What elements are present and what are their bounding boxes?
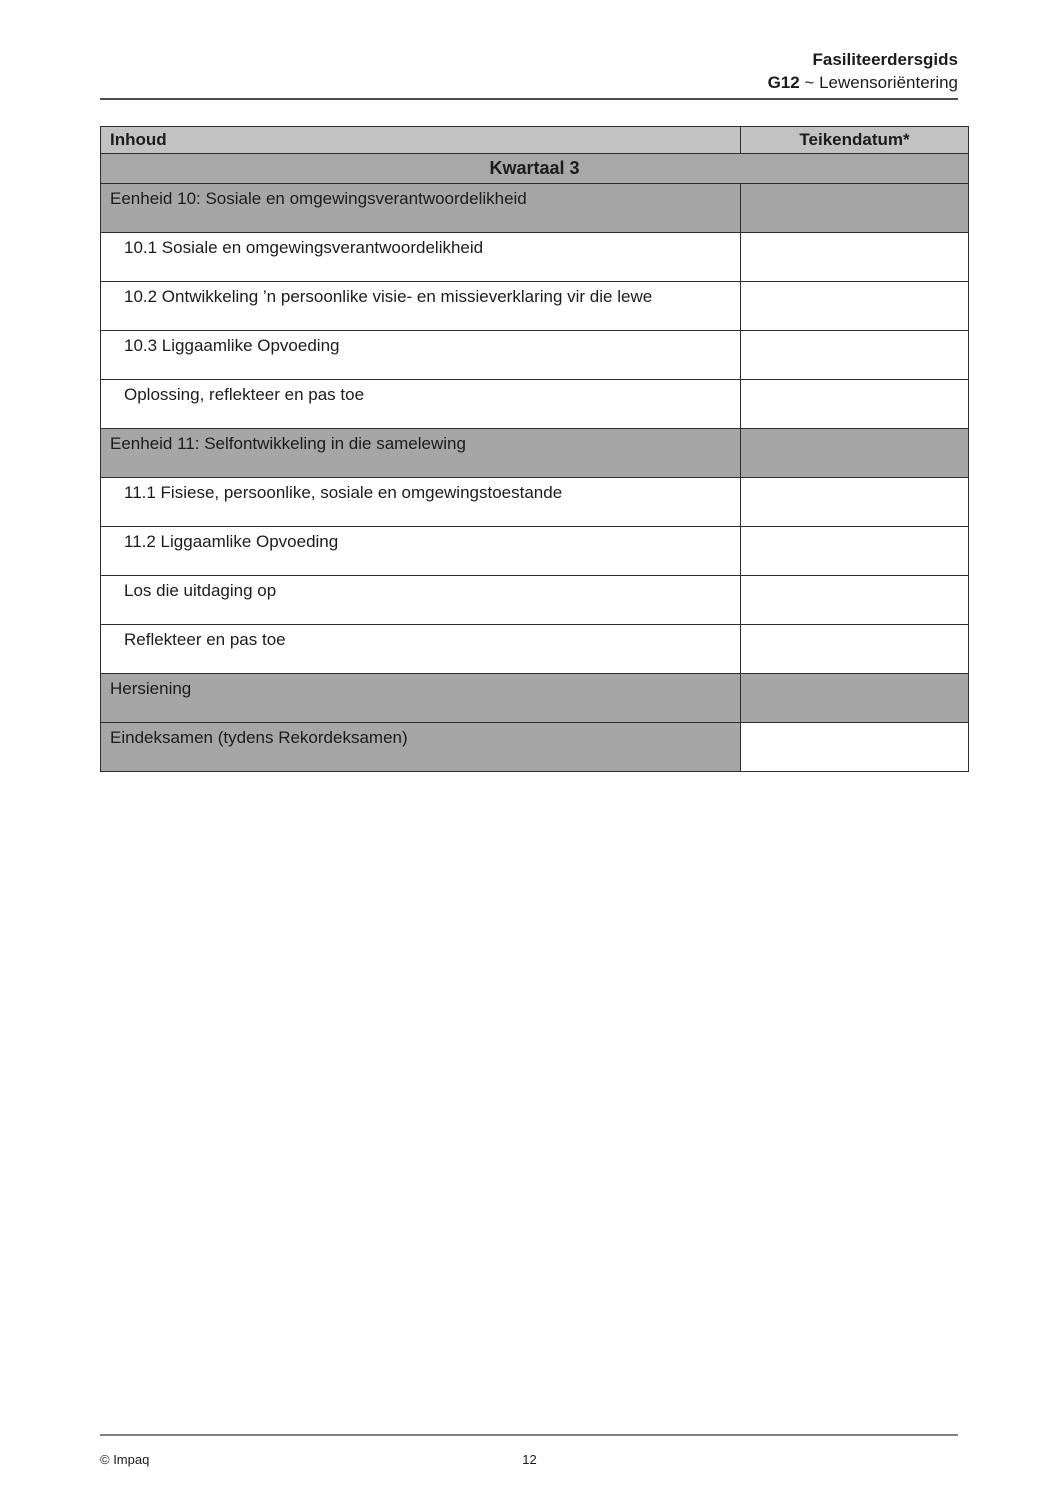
footer-page-number: 12 [522, 1452, 537, 1467]
content-cell: 11.2 Liggaamlike Opvoeding [101, 527, 741, 576]
content-cell: Reflekteer en pas toe [101, 625, 741, 674]
grade-label: G12 [767, 73, 800, 92]
date-cell [741, 429, 969, 478]
date-cell [741, 527, 969, 576]
content-cell: Eindeksamen (tydens Rekordeksamen) [101, 723, 741, 772]
header-rule [100, 98, 958, 100]
subject-separator: ~ [799, 73, 820, 92]
table-header-row [101, 127, 969, 154]
quarter-banner: Kwartaal 3 [101, 154, 969, 184]
table-row [101, 233, 969, 282]
content-cell: 11.1 Fisiese, persoonlike, sosiale en omgewingstoestande [101, 478, 741, 527]
date-cell [741, 282, 969, 331]
date-cell [741, 380, 969, 429]
content-table [100, 126, 969, 772]
table-row [101, 184, 969, 233]
footer-rule [100, 1434, 958, 1436]
content-cell: 10.2 Ontwikkeling ’n persoonlike visie- en missieverklaring vir die lewe [101, 282, 741, 331]
content-cell: Eenheid 10: Sosiale en omgewingsverantwoordelikheid [101, 184, 741, 233]
date-cell [741, 723, 969, 772]
subject-label: Lewensoriëntering [819, 73, 958, 92]
table-row [101, 380, 969, 429]
document-title: Fasiliteerdersgids [812, 50, 958, 69]
document-subtitle [768, 71, 958, 94]
table-row [101, 429, 969, 478]
content-cell: 10.3 Liggaamlike Opvoeding [101, 331, 741, 380]
table-row [101, 723, 969, 772]
content-cell: Los die uitdaging op [101, 576, 741, 625]
table-row [101, 478, 969, 527]
content-cell: Eenheid 11: Selfontwikkeling in die samelewing [101, 429, 741, 478]
column-header-inhoud: Inhoud [101, 127, 741, 154]
content-cell: Oplossing, reflekteer en pas toe [101, 380, 741, 429]
quarter-banner-row [101, 154, 969, 184]
date-cell [741, 674, 969, 723]
content-cell: 10.1 Sosiale en omgewingsverantwoordelikheid [101, 233, 741, 282]
date-cell [741, 478, 969, 527]
table-row [101, 527, 969, 576]
page-header [768, 48, 958, 94]
content-cell: Hersiening [101, 674, 741, 723]
footer-copyright: © Impaq [100, 1452, 150, 1467]
column-header-teikendatum: Teikendatum* [741, 127, 969, 154]
date-cell [741, 233, 969, 282]
table-row [101, 674, 969, 723]
date-cell [741, 576, 969, 625]
date-cell [741, 331, 969, 380]
table-row [101, 576, 969, 625]
date-cell [741, 184, 969, 233]
date-cell [741, 625, 969, 674]
table-row [101, 282, 969, 331]
table-row [101, 331, 969, 380]
table-row [101, 625, 969, 674]
